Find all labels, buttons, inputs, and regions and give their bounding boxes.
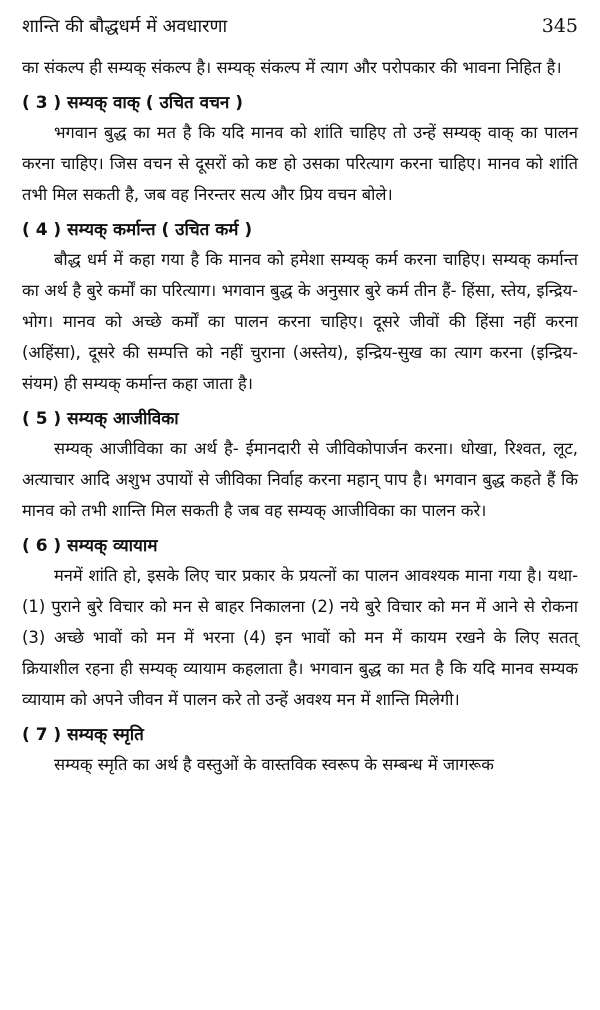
section-body-6: मनमें शांति हो, इसके लिए चार प्रकार के प्रयत्नों का पालन आवश्यक माना गया है। यथा- (1) पुराने बुरे विचार को मन से बाहर निकालना (2) नये बुरे विचार को मन में आने से रोकना (3) अच्छे भावों को मन में भरना (4) इन भावों को मन में कायम रखने के लिए सतत् क्रियाशील रहना ही सम्यक् व्यायाम कहलाता है। भगवान बुद्ध का मत है कि यदि मानव सम्यक व्यायाम को अपने जीवन में पालन करे तो उन्हें अवश्य मन में शान्ति मिलेगी। <box>22 566 578 709</box>
section-body-4: बौद्ध धर्म में कहा गया है कि मानव को हमेशा सम्यक् कर्म करना चाहिए। सम्यक् कर्मान्त का अर्थ है बुरे कर्मों का परित्याग। भगवान बुद्ध के अनुसार बुरे कर्म तीन हैं- हिंसा, स्तेय, इन्द्रिय-भोग। मानव को अच्छे कर्मों का पालन करना चाहिए। दूसरे जीवों की हिंसा नहीं करना (अहिंसा), दूसरे की सम्पत्ति को नहीं चुराना (अस्तेय), इन्द्रिय-सुख का त्याग करना (इन्द्रिय-संयम) ही सम्यक् कर्मान्त कहा जाता है। <box>22 250 578 393</box>
running-header <box>22 14 578 48</box>
section-heading-5: ( 5 ) सम्यक् आजीविका <box>22 409 179 429</box>
section-body-3: भगवान बुद्ध का मत है कि यदि मानव को शांति चाहिए तो उन्हें सम्यक् वाक् का पालन करना चाहिए। जिस वचन से दूसरों को कष्ट हो उसका परित्याग करना चाहिए। मानव को शांति तभी मिल सकती है, जब वह निरन्तर सत्य और प्रिय वचन बोले। <box>22 123 578 204</box>
section-body-7: सम्यक् स्मृति का अर्थ है वस्तुओं के वास्तविक स्वरूप के सम्बन्ध में जागरूक <box>54 755 494 774</box>
section-heading-6: ( 6 ) सम्यक् व्यायाम <box>22 536 158 556</box>
intro-paragraph: का संकल्प ही सम्यक् संकल्प है। सम्यक् संकल्प में त्याग और परोपकार की भावना निहित है। <box>22 58 562 77</box>
section-body-5: सम्यक् आजीविका का अर्थ है- ईमानदारी से जीविकोपार्जन करना। धोखा, रिश्वत, लूट, अत्याचार आदि अशुभ उपायों से जीविका निर्वाह करना महान् पाप है। भगवान बुद्ध कहते हैं कि मानव को तभी शान्ति मिल सकती है जब वह सम्यक् आजीविका का पालन करे। <box>22 439 578 520</box>
running-title: शान्ति की बौद्धधर्म में अवधारणा <box>22 16 228 37</box>
page-number: 345 <box>541 15 578 37</box>
section-heading-7: ( 7 ) सम्यक् स्मृति <box>22 725 144 745</box>
section-heading-4: ( 4 ) सम्यक् कर्मान्त ( उचित कर्म ) <box>22 220 253 240</box>
section-heading-3: ( 3 ) सम्यक् वाक् ( उचित वचन ) <box>22 93 243 113</box>
